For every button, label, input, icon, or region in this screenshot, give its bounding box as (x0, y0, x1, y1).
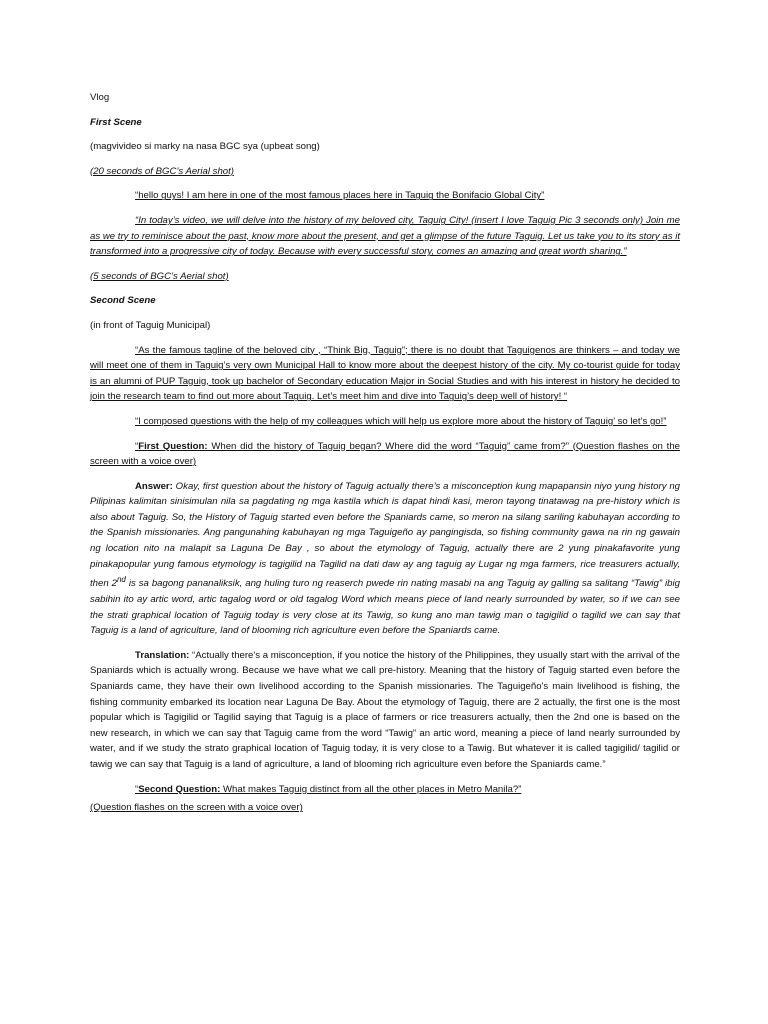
heading-vlog: Vlog (90, 92, 110, 103)
translation-label: Translation: (135, 649, 190, 661)
greeting-quote: “hello guys! I am here in one of the most famous places here in Taguig the Bonifacio Global City” (135, 190, 545, 202)
first-scene-note: (magvivideo si marky na nasa BGC sya (upbeat song) (90, 141, 320, 153)
second-scene-title: Second Scene (90, 295, 156, 307)
first-scene-title: First Scene (90, 116, 142, 128)
answer-text: Okay, first question about the history of Taguig actually there’s a misconception kung mapapansin niyo yung history ng Pilipinas kalimitan sinisimulan nila sa pagdating ng mga kastila which is dapat hindi kasi, meron tayong tinatawag na pre-history which is also about Taguig. So, the History of Taguig started even before the Spaniards came, so meron na silang sariling kabuhayan according to the Spanish missionaries. Ang pangunahing kabuhayan ng mga Taguigeño ay pangingisda, so fishing community gawa na rin ng gawain ng location nito na malapit sa Laguna De Bay , so about the etymology of Taguig, actually there are 2 yung pinakafavorite yung pinakapopular yung famous etymology is tagigilid na Tagilid na dati daw ay ang taguig ay Lugar ng mga farmers, rice treasurers actually, then 2 (90, 480, 680, 590)
first-question: “First Question: When did the history of Taguig began? Where did the word “Taguig” came from?” (Question flashes on the screen with a voice over) (90, 440, 680, 468)
translation-paragraph (90, 648, 680, 773)
tagline-quote: “As the famous tagline of the beloved city , “Think Big, Taguig”; there is no doubt that Taguigenos are thinkers – and today we will meet one of them in Taguig’s very own Municipal Hall to know more about the deepest history of the city. My co-tourist guide for today is an alumni of PUP Taguig, took up bachelor of Secondary education Major in Social Studies and with his interest in history he decided to join the research team to find out more about Taguig. Let’s meet him and dive into Taguig’s deep well of history! “ (90, 344, 680, 403)
aerial-shot-note-2: (5 seconds of BGC’s Aerial shot) (90, 270, 229, 282)
answer-paragraph (90, 479, 680, 639)
answer-text-continued: is sa bagong pananaliksik, ang huling turo ng reaserch pwede rin nating masabi na ang Taguig ay galling sa salitang “Tawig” ibig sabihin ito ay artic word, artic tagalog word or old tagalog Word which means piece of land nearly surrounded by water, so if we can see the strati graphical location of Taguig today is very close at its Tawig, so kung ano man tawig man o tagigilid o tagilid we can say that Taguig is a land of agriculture, land of blooming rich agriculture even before the Spaniards came. (90, 578, 680, 637)
first-question-text: When did the history of Taguig began? Where did the word “Taguig” came from?” (Question flashes on the screen with a voice over) (90, 440, 680, 468)
colleagues-quote: “I composed questions with the help of my colleagues which will help us explore more about the history of Taguig’ so let’s go!” (135, 415, 667, 427)
second-question (90, 782, 680, 798)
aerial-shot-note-1: (20 seconds of BGC’s Aerial shot) (90, 165, 234, 177)
intro-quote: “In today’s video, we will delve into the history of my beloved city, Taguig City! (insert I love Taguig Pic 3 seconds only) Join me as we try to reminisce about the past, know more about the present, and get a glimpse of the future Taguig. Let us take you to its story as it transformed into a progressive city of today. Because with every successful story, comes an amazing and great worth sharing.” (90, 214, 680, 258)
second-question-text: What makes Taguig distinct from all the other places in Metro Manila?” (220, 783, 522, 795)
second-question-label: Second Question: (138, 783, 221, 795)
answer-superscript: nd (116, 575, 126, 585)
second-scene-note: (in front of Taguig Municipal) (90, 319, 211, 331)
closing-note: (Question flashes on the screen with a voice over) (90, 802, 303, 814)
first-question-label: First Question: (138, 440, 208, 452)
second-question-open-quote: “ (135, 783, 139, 795)
answer-label: Answer: (135, 480, 173, 492)
translation-text: “Actually there's a misconception, if you notice the history of the Philippines, they usually start with the arrival of the Spaniards which is actually wrong. Because we have what we call pre-history. Meaning that the history of Taguig started even before the Spaniards came, they have their own livelihood according to the Spanish missionaries. The Taguigeño's main livelihood is fishing, the fishing community embarked its location near Laguna De Bay. About the etymology of Taguig, there are 2 actually, the first one is the most popular which is Tagigilid or Tagilid saying that Taguig is a place of farmers or rice treasurers actually, then the 2nd one is based on the new research, in which we can say that Taguig came from the word “Tawig” an artic word, meaning a piece of land nearly surrounded by water, and if we study the strato graphical location of Taguig today, it is very close to a Tawig. But whatever it is called tagigilid/ tagilid or tawig we can say that Taguig is a land of agriculture, a land of blooming rich agriculture even before the Spaniards came.” (90, 649, 680, 770)
